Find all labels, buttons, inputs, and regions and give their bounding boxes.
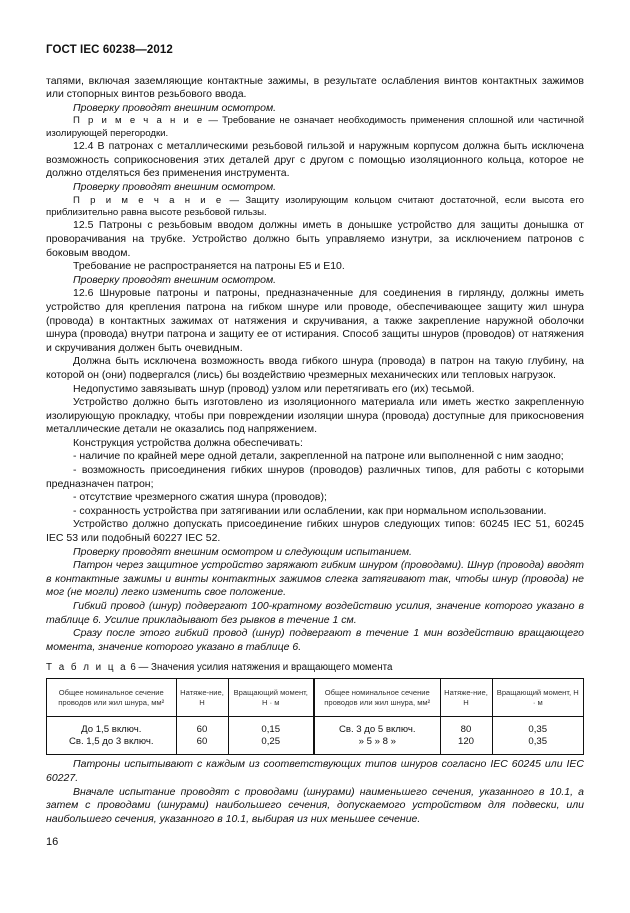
table-cell: 60 — [176, 736, 228, 755]
note — [46, 115, 584, 140]
page-header: ГОСТ IEC 60238—2012 — [46, 44, 173, 56]
note-text: — Требование не означает необходимость применения сплошной или частичной изолирующей перегородки. — [46, 115, 584, 139]
paragraph-clause-12-5: 12.5 Патроны с резьбовым вводом должны иметь в донышке устройство для защиты донышка от проворачивания на трубке. Устройство должно быть управляемо изнутри, за исключением патронов с боковым вводом. — [46, 219, 584, 259]
list-item: - возможность присоединения гибких шнуров (проводов) различных типов, для работы с которыми предназначен патрон; — [46, 464, 584, 490]
paragraph-check: Проверку проводят внешним осмотром. — [73, 273, 277, 286]
table-caption-label: Т а б л и ц а — [46, 662, 128, 674]
paragraph-test: Гибкий провод (шнур) подвергают 100-кратному воздействию усилия, значение которого указано в таблице 6. Усилие прикладывают без рывков в течение 1 см. — [46, 600, 584, 626]
paragraph-check: Проверку проводят внешним осмотром. — [73, 101, 277, 114]
table-cell: 0,35 — [492, 736, 583, 755]
table-caption-number: 6 — [127, 662, 136, 674]
values-table — [46, 678, 584, 755]
paragraph-test: Патроны испытывают с каждым из соответствующих типов шнуров согласно IEC 60245 или IEC 60227. — [46, 758, 584, 784]
paragraph: Устройство должно быть изготовлено из изоляционного материала или иметь жестко закрепленную изолирующую прокладку, чтобы при повреждении изоляции шнура (провода) доступные для прикосновения металлические детали не оказались под напряжением. — [46, 396, 584, 436]
paragraph-clause-12-6: 12.6 Шнуровые патроны и патроны, предназначенные для соединения в гирлянду, должны иметь устройство для крепления патрона на гибком шнуре или проводе, обеспечивающее защиту жил шнура (провода) в контактных зажимах от натяжения и скручивания, а также закрепление наружной оболочки шнура (провода) внутри патрона и защиту ее от истирания. Способ защиты шнуров (проводов) от натяжения и скручивания должен быть очевидным. — [46, 287, 584, 354]
table-cell: 0,25 — [228, 736, 314, 755]
table-cell: Св. 1,5 до 3 включ. — [68, 735, 154, 747]
paragraph-clause-12-4: 12.4 В патронах с металлическими резьбовой гильзой и наружным корпусом должна быть исключена возможность соприкосновения этих деталей друг с другом с помощью изоляционного кольца, которое не должно отделяться без применения инструмента. — [46, 140, 584, 180]
column-header-tension: Натяже-ние, Н — [440, 679, 492, 717]
paragraph: Конструкция устройства должна обеспечивать: — [73, 436, 303, 449]
table-cell: 120 — [440, 736, 492, 755]
note-text: — Защиту изолирующим кольцом считают достаточной, если высота его приблизительно равна высоте резьбовой гильзы. — [46, 194, 585, 218]
paragraph: Требование не распространяется на патроны Е5 и Е10. — [73, 260, 345, 273]
table-caption — [46, 661, 584, 675]
page-number: 16 — [46, 836, 59, 849]
column-header-section: Общее номинальное сечение проводов или жил шнура, мм² — [47, 679, 176, 717]
table-cell: 60 — [176, 717, 228, 736]
table-cell: Св. 3 до 5 включ. — [314, 717, 440, 736]
table-row — [47, 717, 583, 736]
paragraph: Устройство должно допускать присоединение гибких шнуров следующих типов: 60245 IEC 51, 60245 IEC 53 или подобный 60227 IEC 52. — [46, 518, 584, 545]
table-cell: » 5 » 8 » — [314, 736, 440, 755]
table-cell: 0,15 — [228, 717, 314, 736]
table-cell: 0,35 — [492, 717, 583, 736]
column-header-torque: Вращающий момент, Н · м — [492, 679, 583, 717]
table-row — [47, 736, 583, 755]
paragraph-test: Патрон через защитное устройство заряжают гибким шнуром (проводами). Шнур (провода) вводят в контактные зажимы и винты контактных зажимов слегка затягивают так, чтобы шнур (провода) не мог (не могли) легко изменить свое положение. — [46, 559, 584, 599]
paragraph-test: Сразу после этого гибкий провод (шнур) подвергают в течение 1 мин воздействию вращающего момента, значение которого указано в таблице 6. — [46, 627, 584, 653]
note — [46, 195, 584, 220]
list-item: - отсутствие чрезмерного сжатия шнура (проводов); — [73, 491, 327, 504]
column-header-torque: Вращающий момент, Н · м — [228, 679, 314, 717]
note-label: П р и м е ч а н и е — [73, 194, 224, 206]
table-caption-text: — Значения усилия натяжения и вращающего момента — [135, 662, 393, 674]
paragraph-check: Проверку проводят внешним осмотром и следующим испытанием. — [73, 545, 412, 558]
paragraph-test: Вначале испытание проводят с проводами (шнурами) наименьшего сечения, указанного в 10.1, а затем с проводами (шнурами) наибольшего сечения, допускаемого устройством для подвески, или наибольшего сечения, указанного в 10.1, выбирая из них меньшее сечение. — [46, 785, 584, 825]
paragraph: Недопустимо завязывать шнур (провод) узлом или перетягивать его (их) тесьмой. — [73, 382, 475, 395]
table-header-row — [47, 679, 583, 717]
document-page — [46, 44, 584, 850]
table-cell: 80 — [440, 717, 492, 736]
list-item: - наличие по крайней мере одной детали, закрепленной на патроне или выполненной с ним заодно; — [73, 450, 564, 463]
note-label: П р и м е ч а н и е — [73, 115, 205, 127]
paragraph: тапями, включая заземляющие контактные зажимы, в результате ослабления винтов контактных зажимов или стопорных винтов резьбового ввода. — [46, 74, 584, 101]
column-header-section: Общее номинальное сечение проводов или жил шнура, мм² — [314, 679, 440, 717]
column-header-tension: Натяже-ние, Н — [176, 679, 228, 717]
table-cell: До 1,5 включ. — [81, 724, 142, 736]
paragraph: Должна быть исключена возможность ввода гибкого шнура (провода) в патрон на такую глубину, на которой он (они) подвергался (лись) бы воздействию чрезмерных механических или тепловых нагрузок. — [46, 355, 584, 381]
list-item: - сохранность устройства при затягивании или ослаблении, как при нормальном использовании. — [73, 504, 547, 517]
paragraph-check: Проверку проводят внешним осмотром. — [73, 180, 277, 193]
